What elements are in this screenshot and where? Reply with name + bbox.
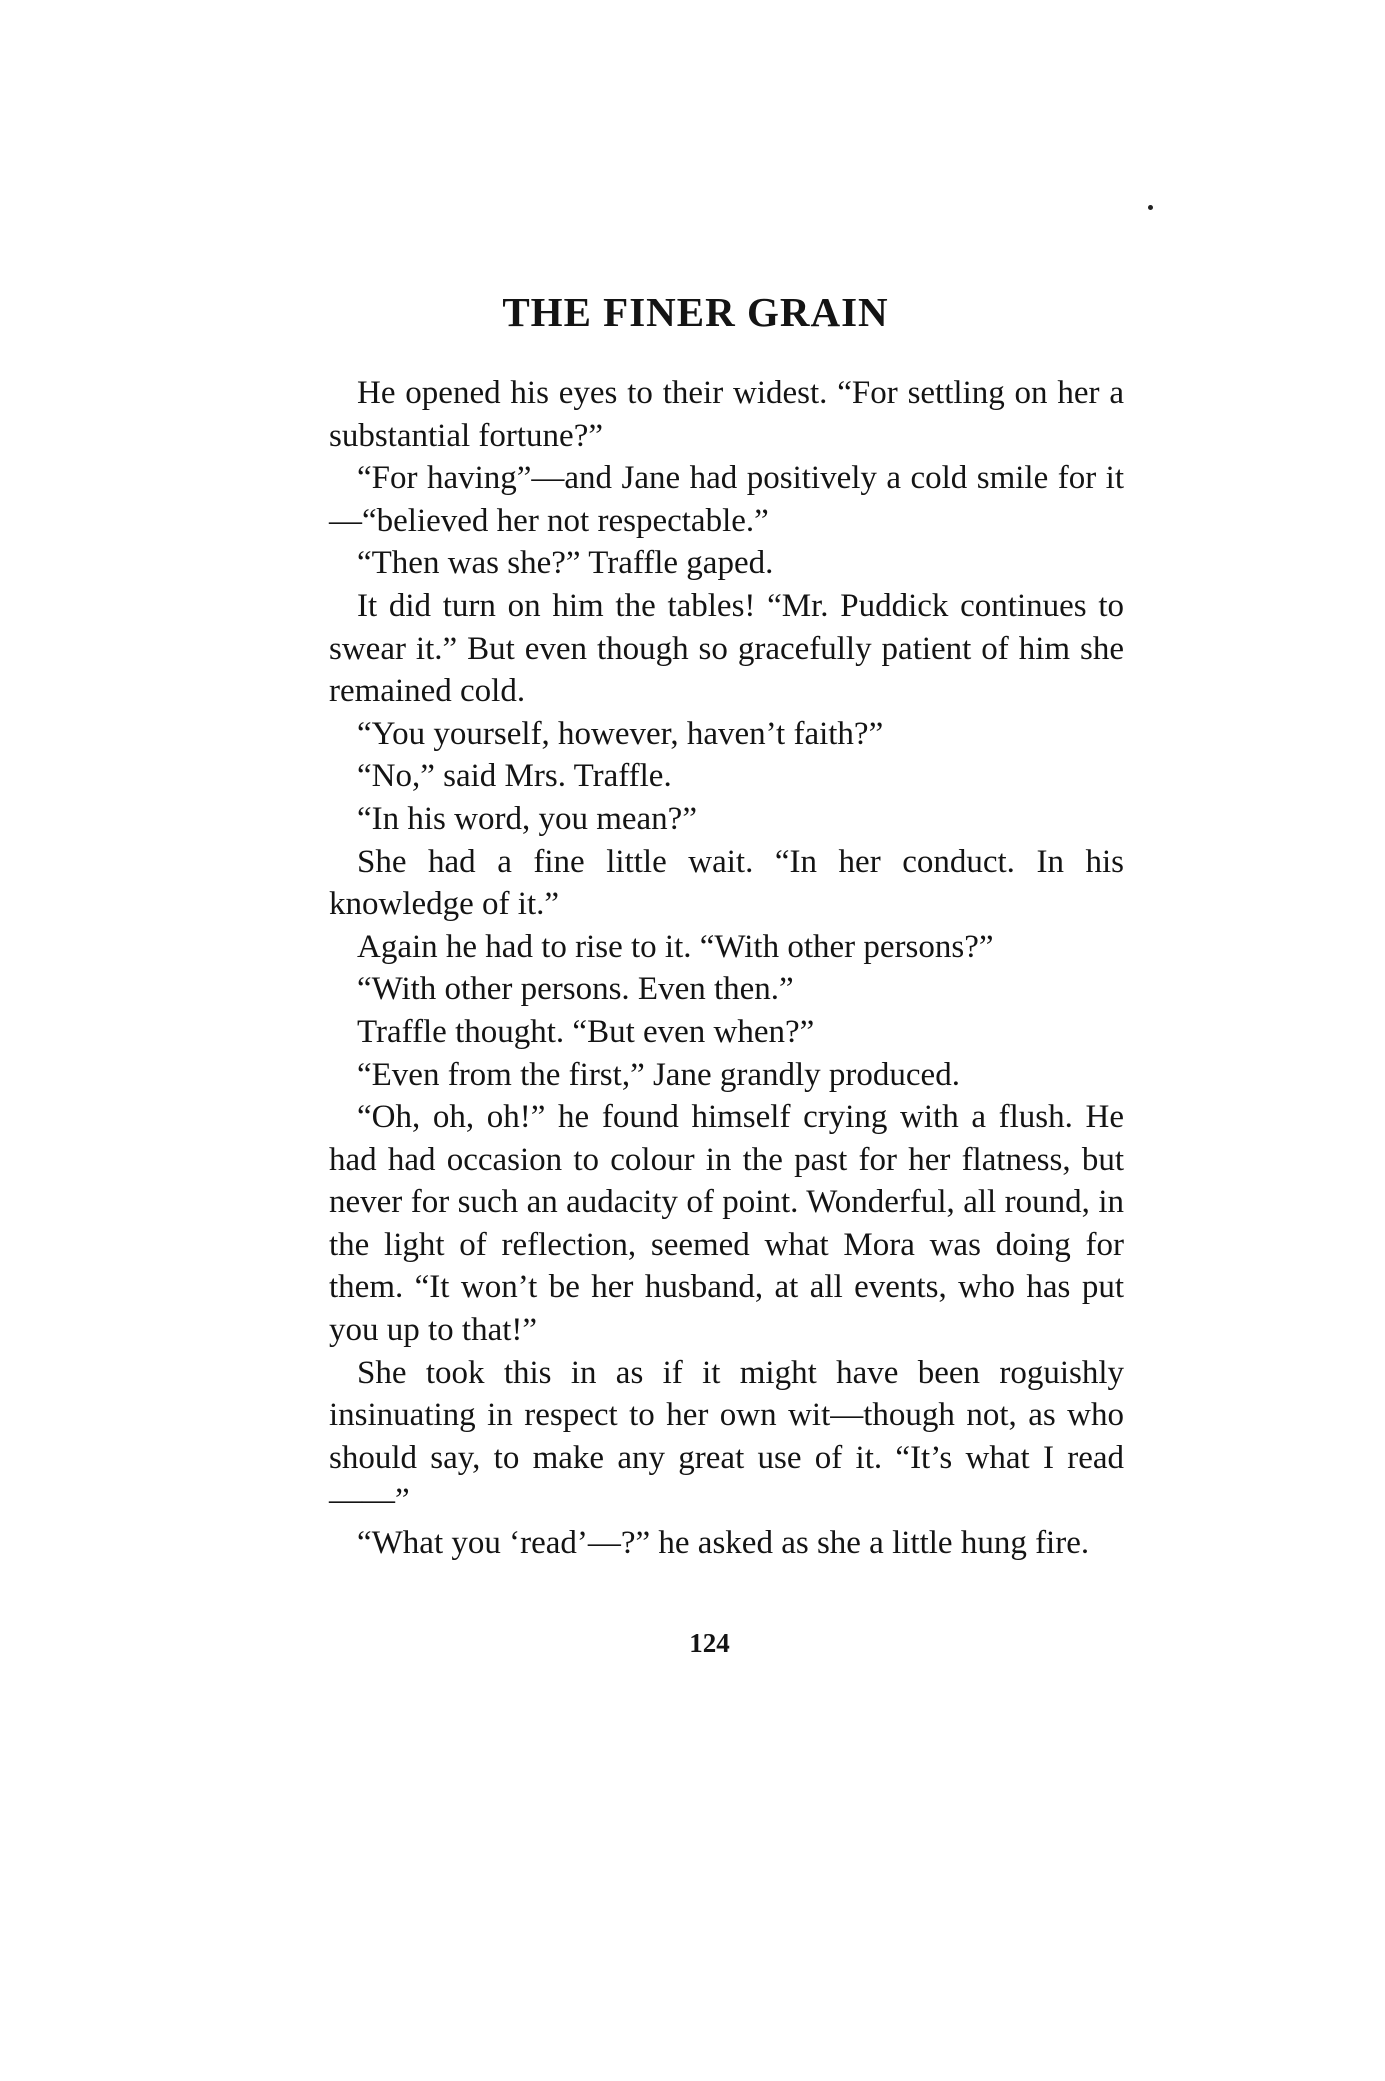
paragraph: “No,” said Mrs. Traffle.	[357, 758, 672, 795]
paragraph: Again he had to rise to it. “With other persons?”	[357, 928, 994, 965]
page-number: 124	[689, 1628, 730, 1658]
paragraph: He opened his eyes to their widest. “For settling on her a substantial fortune?”	[329, 375, 1124, 454]
paragraph: “Then was she?” Traffle gaped.	[357, 545, 774, 582]
paragraph: She had a fine little wait. “In her conduct. In his knowledge of it.”	[329, 843, 1124, 923]
paragraph: Traffle thought. “But even when?”	[357, 1013, 815, 1050]
paragraph: “With other persons. Even then.”	[357, 971, 794, 1008]
paragraph: “Oh, oh, oh!” he found himself crying with a flush. He had had occasion to colour in the past for her flatness, but never for such an audacity of point. Wonderful, all round, in the light of reflection, seemed what Mora was doing for them. “It won’t be her husband, at all events, who has put you up to that!”	[329, 1099, 1124, 1349]
running-head: THE FINER GRAIN	[502, 289, 889, 335]
paragraph: “In his word, you mean?”	[357, 800, 697, 837]
paragraph: She took this in as if it might have been roguishly insinuating in respect to her own wit—though not, as who should say, to make any great use of it. “It’s what I read——”	[329, 1354, 1124, 1519]
paragraph: “You yourself, however, haven’t faith?”	[357, 715, 884, 752]
paragraph: “Even from the first,” Jane grandly produced.	[357, 1056, 960, 1093]
paragraph: “For having”—and Jane had positively a cold smile for it—“believed her not respectable.”	[329, 460, 1124, 539]
body-text	[329, 372, 1124, 1565]
paragraph: “What you ‘read’—?” he asked as she a little hung fire.	[357, 1525, 1090, 1562]
paragraph: It did turn on him the tables! “Mr. Puddick continues to swear it.” But even though so gracefully patient of him she remained cold.	[329, 587, 1124, 710]
print-speck	[1148, 205, 1153, 210]
